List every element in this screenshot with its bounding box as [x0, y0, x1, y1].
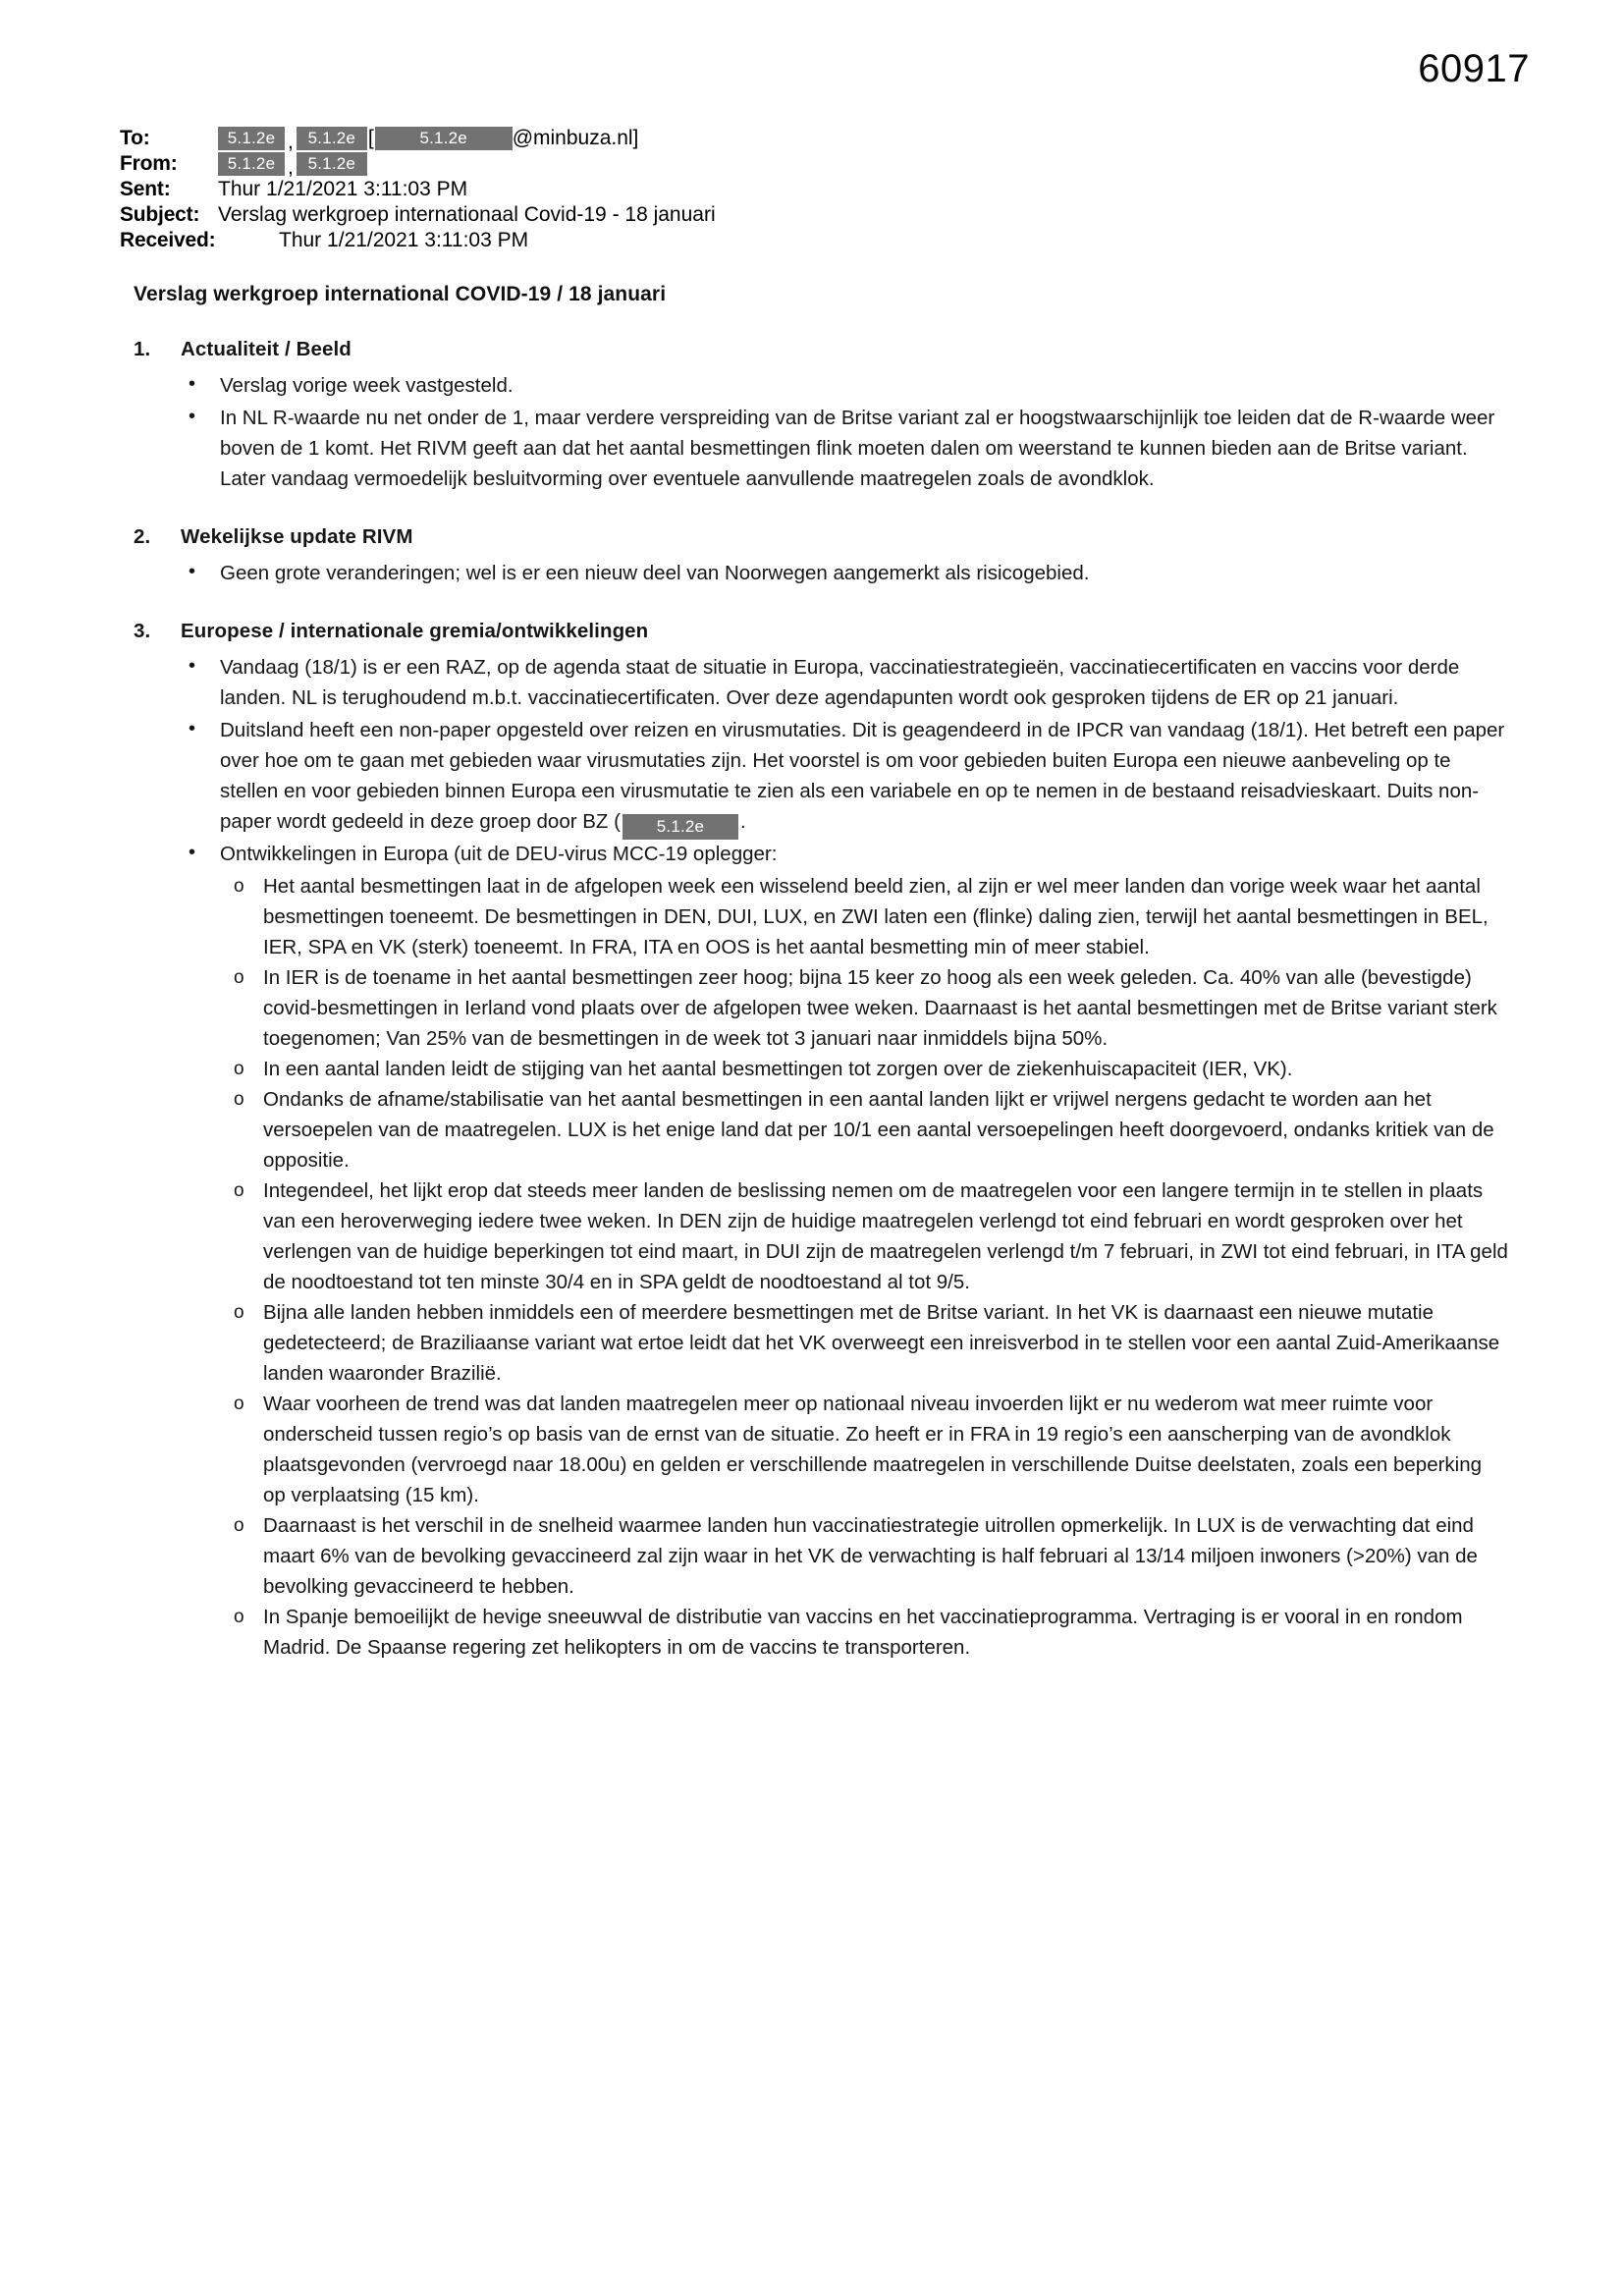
received-label: Received: — [120, 229, 216, 251]
bates-number: 60917 — [1418, 47, 1530, 90]
from-label: From: — [120, 152, 178, 175]
sub-list-item: o Het aantal besmettingen laat in de afgelopen week een wisselend beeld zien, al zijn er wel meer landen dan vorige week waar het aantal besmettingen toeneemt. De besmettingen in DEN, DUI, LUX, en ZWI laten een (flinke) daling zien, terwijl het aantal besmettingen in BEL, IER, SPA en VK (sterk) toeneemt. In FRA, ITA en OOS is het aantal besmetting min of meer stabiel. — [220, 871, 1508, 962]
received-value: Thur 1/21/2021 3:11:03 PM — [279, 229, 529, 251]
sub-list-item: o In een aantal landen leidt de stijging van het aantal besmettingen tot zorgen over de ziekenhuiscapaciteit (IER, VK). — [220, 1054, 1508, 1084]
section-heading — [134, 334, 1508, 364]
sub-list-item: o Integendeel, het lijkt erop dat steeds meer landen de beslissing nemen om de maatregelen voor een langere termijn in te stellen in plaats van een heroverweging iedere twee weken. In DEN zijn de huidige maatregelen verlengd tot eind februari en wordt gesproken over het verlengen van de huidige beperkingen tot eind maart, in DUI zijn de maatregelen verlengd t/m 7 februari, in ZWI tot eind februari, in ITA geld de noodtoestand tot ten minste 30/4 en in SPA geldt de noodtoestand al tot 9/5. — [220, 1175, 1508, 1297]
redacted-bullet-text-before: Duitsland heeft een non-paper opgesteld over reizen en virusmutaties. Dit is geagendeerd in de IPCR van vandaag (18/1). Het betreft een paper over hoe om te gaan met gebieden waar virusmutaties zijn. Het voorstel is om voor gebieden buiten Europa een nieuwe aanbeveling op te stellen en voor gebieden binnen Europa een virusmutatie te zien als een variabele en op te nemen in de bestaand reisadvieskaart. Duits non-paper wordt gedeeld in deze groep door BZ ( — [220, 719, 1505, 833]
section-number: 1. — [134, 338, 151, 360]
to-value — [218, 126, 638, 151]
subject-label: Subject: — [120, 203, 200, 226]
bullet-list — [134, 370, 1508, 494]
section-heading — [134, 616, 1508, 646]
comma-separator: , — [288, 156, 294, 179]
redaction-box: 5.1.2e — [375, 127, 513, 150]
list-item-with-redaction — [134, 715, 1508, 837]
lead-in-text: • Ontwikkelingen in Europa (uit de DEU-virus MCC-19 oplegger: — [220, 843, 778, 865]
document-body — [134, 334, 1508, 1667]
email-header-row-to — [120, 126, 1494, 151]
section-number: 2. — [134, 525, 151, 548]
list-item-lead-in — [134, 839, 1508, 1663]
comma-separator: , — [288, 131, 294, 153]
section-number: 3. — [134, 620, 151, 642]
list-item: • Verslag vorige week vastgesteld. — [134, 370, 1508, 401]
redaction-box: 5.1.2e — [218, 152, 285, 176]
email-header-row-sent — [120, 177, 1494, 202]
sub-list-item: o Daarnaast is het verschil in de snelheid waarmee landen hun vaccinatiestrategie uitrollen opmerkelijk. In LUX is de verwachting dat eind maart 6% van de bevolking gevaccineerd zal zijn waar in het VK de verwachting is half februari al 13/14 miljoen inwoners (>20%) van de bevolking gevaccineerd te hebben. — [220, 1510, 1508, 1602]
email-header — [120, 126, 1494, 253]
sub-list-item: o In Spanje bemoeilijkt de hevige sneeuwval de distributie van vaccins en het vaccinatieprogramma. Vertraging is er vooral in en rondom Madrid. De Spaanse regering zet helikopters in om de vaccins te transporteren. — [220, 1602, 1508, 1663]
sub-list-item: o Bijna alle landen hebben inmiddels een of meerdere besmettingen met de Britse variant. In het VK is daarnaast een nieuwe mutatie gedetecteerd; de Braziliaanse variant wat ertoe leidt dat het VK overweegt een inreisverbod in te stellen voor een aantal Zuid-Amerikaanse landen waaronder Brazilië. — [220, 1297, 1508, 1389]
section-heading — [134, 521, 1508, 552]
bullet-list — [134, 652, 1508, 1663]
document-title: Verslag werkgroep international COVID-19 / 18 januari — [134, 283, 667, 305]
section-1 — [134, 334, 1508, 494]
section-3 — [134, 616, 1508, 1663]
redaction-box: 5.1.2e — [297, 152, 367, 176]
sub-list-item: o Ondanks de afname/stabilisatie van het aantal besmettingen in een aantal landen lijkt er vrijwel nergens gedacht te worden aan het versoepelen van de maatregelen. LUX is het enige land dat per 10/1 een aantal versoepelingen heeft doorgevoerd, ondanks kritiek van de oppositie. — [220, 1084, 1508, 1175]
redaction-box: 5.1.2e — [623, 814, 738, 840]
subject-value: Verslag werkgroep internationaal Covid-19 - 18 januari — [218, 203, 716, 226]
section-title: Wekelijkse update RIVM — [181, 525, 413, 548]
email-header-row-from — [120, 151, 1494, 177]
bullet-list — [134, 558, 1508, 588]
sub-list-item: o Waar voorheen de trend was dat landen maatregelen meer op nationaal niveau invoerden lijkt er nu wederom wat meer ruimte voor onderscheid tussen regio’s op basis van de ernst van de situatie. Zo heeft er in FRA in 19 regio’s een aanscherping van de avondklok plaatsgevonden (vervroegd naar 18.00u) en gelden er verschillende maatregelen in verschillende Duitse deelstaten, zoals een beperking op verplaatsing (15 km). — [220, 1389, 1508, 1510]
to-label: To: — [120, 127, 150, 149]
redaction-box: 5.1.2e — [297, 127, 367, 150]
sent-label: Sent: — [120, 178, 171, 200]
list-item: • In NL R-waarde nu net onder de 1, maar verdere verspreiding van de Britse variant zal er hoogstwaarschijnlijk toe leiden dat de R-waarde weer boven de 1 komt. Het RIVM geeft aan dat het aantal besmettingen flink moeten dalen om weerstand te kunnen bieden aan de Britse variant. Later vandaag vermoedelijk besluitvorming over eventuele aanvullende maatregelen zoals de avondklok. — [134, 403, 1508, 494]
email-header-row-subject — [120, 202, 1494, 228]
bracket-open: [ — [367, 127, 374, 149]
list-item: • Vandaag (18/1) is er een RAZ, op de agenda staat de situatie in Europa, vaccinatiestrategieën, vaccinatiecertificaten en vaccins voor derde landen. NL is terughoudend m.b.t. vaccinatiecertificaten. Over deze agendapunten wordt ook gesproken tijdens de ER op 21 januari. — [134, 652, 1508, 713]
email-header-row-received — [120, 228, 1494, 253]
section-title: Actualiteit / Beeld — [181, 338, 352, 360]
sub-bullet-list — [220, 871, 1508, 1663]
redacted-bullet-text-after: . — [739, 810, 746, 833]
to-domain-suffix: @minbuza.nl] — [512, 127, 639, 149]
section-2 — [134, 521, 1508, 588]
section-title: Europese / internationale gremia/ontwikkelingen — [181, 620, 649, 642]
list-item: • Geen grote veranderingen; wel is er een nieuw deel van Noorwegen aangemerkt als risicogebied. — [134, 558, 1508, 588]
from-value — [218, 151, 367, 177]
redaction-box: 5.1.2e — [218, 127, 285, 150]
sent-value: Thur 1/21/2021 3:11:03 PM — [218, 178, 468, 200]
sub-list-item: o In IER is de toename in het aantal besmettingen zeer hoog; bijna 15 keer zo hoog als een week geleden. Ca. 40% van alle (bevestigde) covid-besmettingen in Ierland vond plaats over de afgelopen twee weken. Daarnaast is het aantal besmettingen met de Britse variant sterk toegenomen; Van 25% van de besmettingen in de week tot 3 januari naar inmiddels bijna 50%. — [220, 962, 1508, 1054]
